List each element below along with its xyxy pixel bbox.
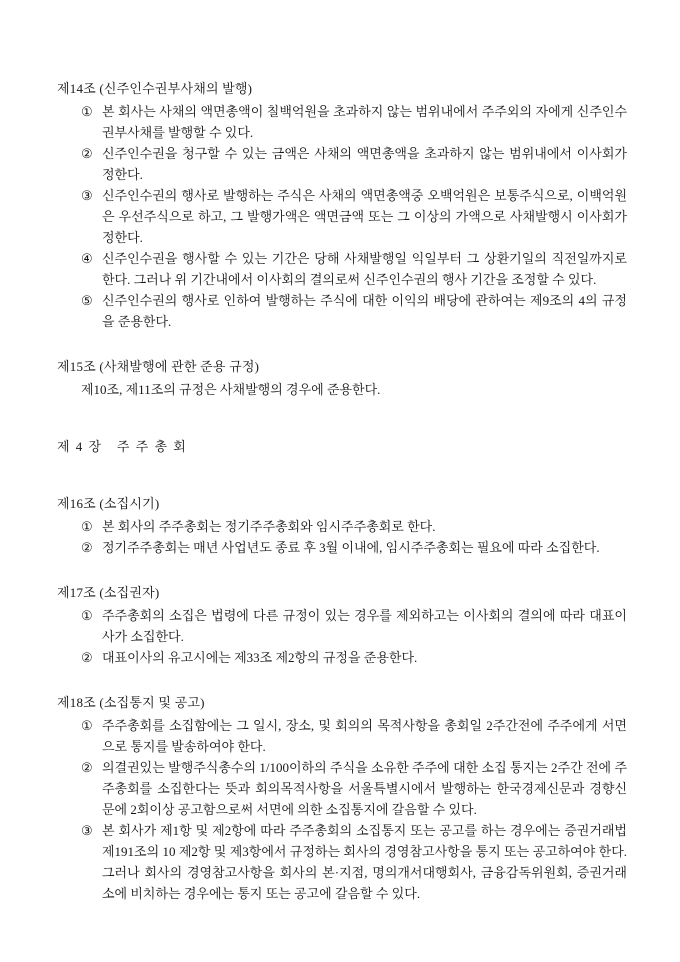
article	[57, 582, 627, 668]
document-content	[57, 78, 627, 928]
article-item	[57, 248, 627, 290]
item-marker: ①	[81, 608, 93, 623]
article-item	[57, 605, 627, 647]
item-text: 본 회사가 제1항 및 제2항에 따라 주주총회의 소집통지 또는 공고를 하는 경우에는 증권거래법 제191조의 10 제2항 및 제3항에서 규정하는 회사의 경영참고사항을 통지 또는 공고하여야 한다. 그러나 회사의 경영참고사항을 회사의 본·지점, 명의개서대행회사, 금융감독위원회, 증권거래소에 비치하는 경우에는 통지 또는 공고에 갈음할 수 있다.	[102, 823, 627, 901]
item-text: 신주인수권을 청구할 수 있는 금액은 사채의 액면총액을 초과하지 않는 범위내에서 이사회가 정한다.	[102, 146, 627, 182]
article-item	[57, 820, 627, 904]
article	[57, 78, 627, 332]
item-marker: ①	[81, 718, 93, 733]
item-text: 정기주주총회는 매년 사업년도 종료 후 3월 이내에, 임시주주총회는 필요에 따라 소집한다.	[102, 540, 600, 555]
article-item	[57, 757, 627, 820]
article-item	[57, 647, 627, 668]
item-marker: ①	[81, 519, 93, 534]
article-title: 제16조 (소집시기)	[57, 496, 160, 511]
article-item	[57, 185, 627, 248]
article	[57, 493, 627, 558]
item-marker: ③	[81, 188, 93, 203]
item-text: 대표이사의 유고시에는 제33조 제2항의 규정을 준용한다.	[102, 650, 418, 665]
item-text: 본 회사의 주주총회는 정기주주총회와 임시주주총회로 한다.	[102, 519, 436, 534]
item-marker: ⑤	[81, 293, 93, 308]
item-text: 주주총회를 소집함에는 그 일시, 장소, 및 회의의 목적사항을 총회일 2주간전에 주주에게 서면으로 통지를 발송하여야 한다.	[102, 718, 627, 754]
article	[57, 692, 627, 904]
article-title: 제17조 (소집권자)	[57, 585, 160, 600]
item-marker: ②	[81, 540, 93, 555]
article-item	[57, 537, 627, 558]
item-marker: ④	[81, 251, 93, 266]
article-item	[57, 516, 627, 537]
article-item	[57, 715, 627, 757]
article-item	[57, 290, 627, 332]
item-text: 주주총회의 소집은 법령에 다른 규정이 있는 경우를 제외하고는 이사회의 결의에 따라 대표이사가 소집한다.	[102, 608, 627, 644]
article-title: 제18조 (소집통지 및 공고)	[57, 695, 205, 710]
chapter-title: 제 4 장 주 주 총 회	[57, 439, 188, 454]
item-marker: ②	[81, 146, 93, 161]
article-title: 제14조 (신주인수권부사채의 발행)	[57, 81, 253, 96]
item-marker: ③	[81, 823, 93, 838]
article	[57, 356, 627, 400]
article-title: 제15조 (사채발행에 관한 준용 규정)	[57, 359, 260, 374]
item-text: 의결권있는 발행주식총수의 1/100이하의 주식을 소유한 주주에 대한 소집 통지는 2주간 전에 주주총회를 소집한다는 뜻과 회의목적사항을 서울특별시에서 발행하는 한국경제신문과 경향신문에 2회이상 공고함으로써 서면에 의한 소집통지에 갈음할 수 있다.	[102, 760, 627, 817]
item-text: 신주인수권을 행사할 수 있는 기간은 당해 사채발행일 익일부터 그 상환기일의 직전일까지로 한다. 그러나 위 기간내에서 이사회의 결의로써 신주인수권의 행사 기간을 조정할 수 있다.	[102, 251, 627, 287]
item-marker: ①	[81, 104, 93, 119]
item-text: 신주인수권의 행사로 인하여 발행하는 주식에 대한 이익의 배당에 관하여는 제9조의 4의 규정을 준용한다.	[102, 293, 627, 329]
item-text: 본 회사는 사채의 액면총액이 칠백억원을 초과하지 않는 범위내에서 주주외의 자에게 신주인수권부사채를 발행할 수 있다.	[102, 104, 627, 140]
item-marker: ②	[81, 760, 93, 775]
item-text: 신주인수권의 행사로 발행하는 주식은 사채의 액면총액중 오백억원은 보통주식으로, 이백억원은 우선주식으로 하고, 그 발행가액은 액면금액 또는 그 이상의 가액으로 사채발행시 이사회가 정한다.	[102, 188, 627, 245]
article-paragraph: 제10조, 제11조의 규정은 사채발행의 경우에 준용한다.	[81, 382, 381, 397]
article-item	[57, 101, 627, 143]
chapter-heading	[57, 436, 627, 457]
article-item	[57, 143, 627, 185]
item-marker: ②	[81, 650, 93, 665]
